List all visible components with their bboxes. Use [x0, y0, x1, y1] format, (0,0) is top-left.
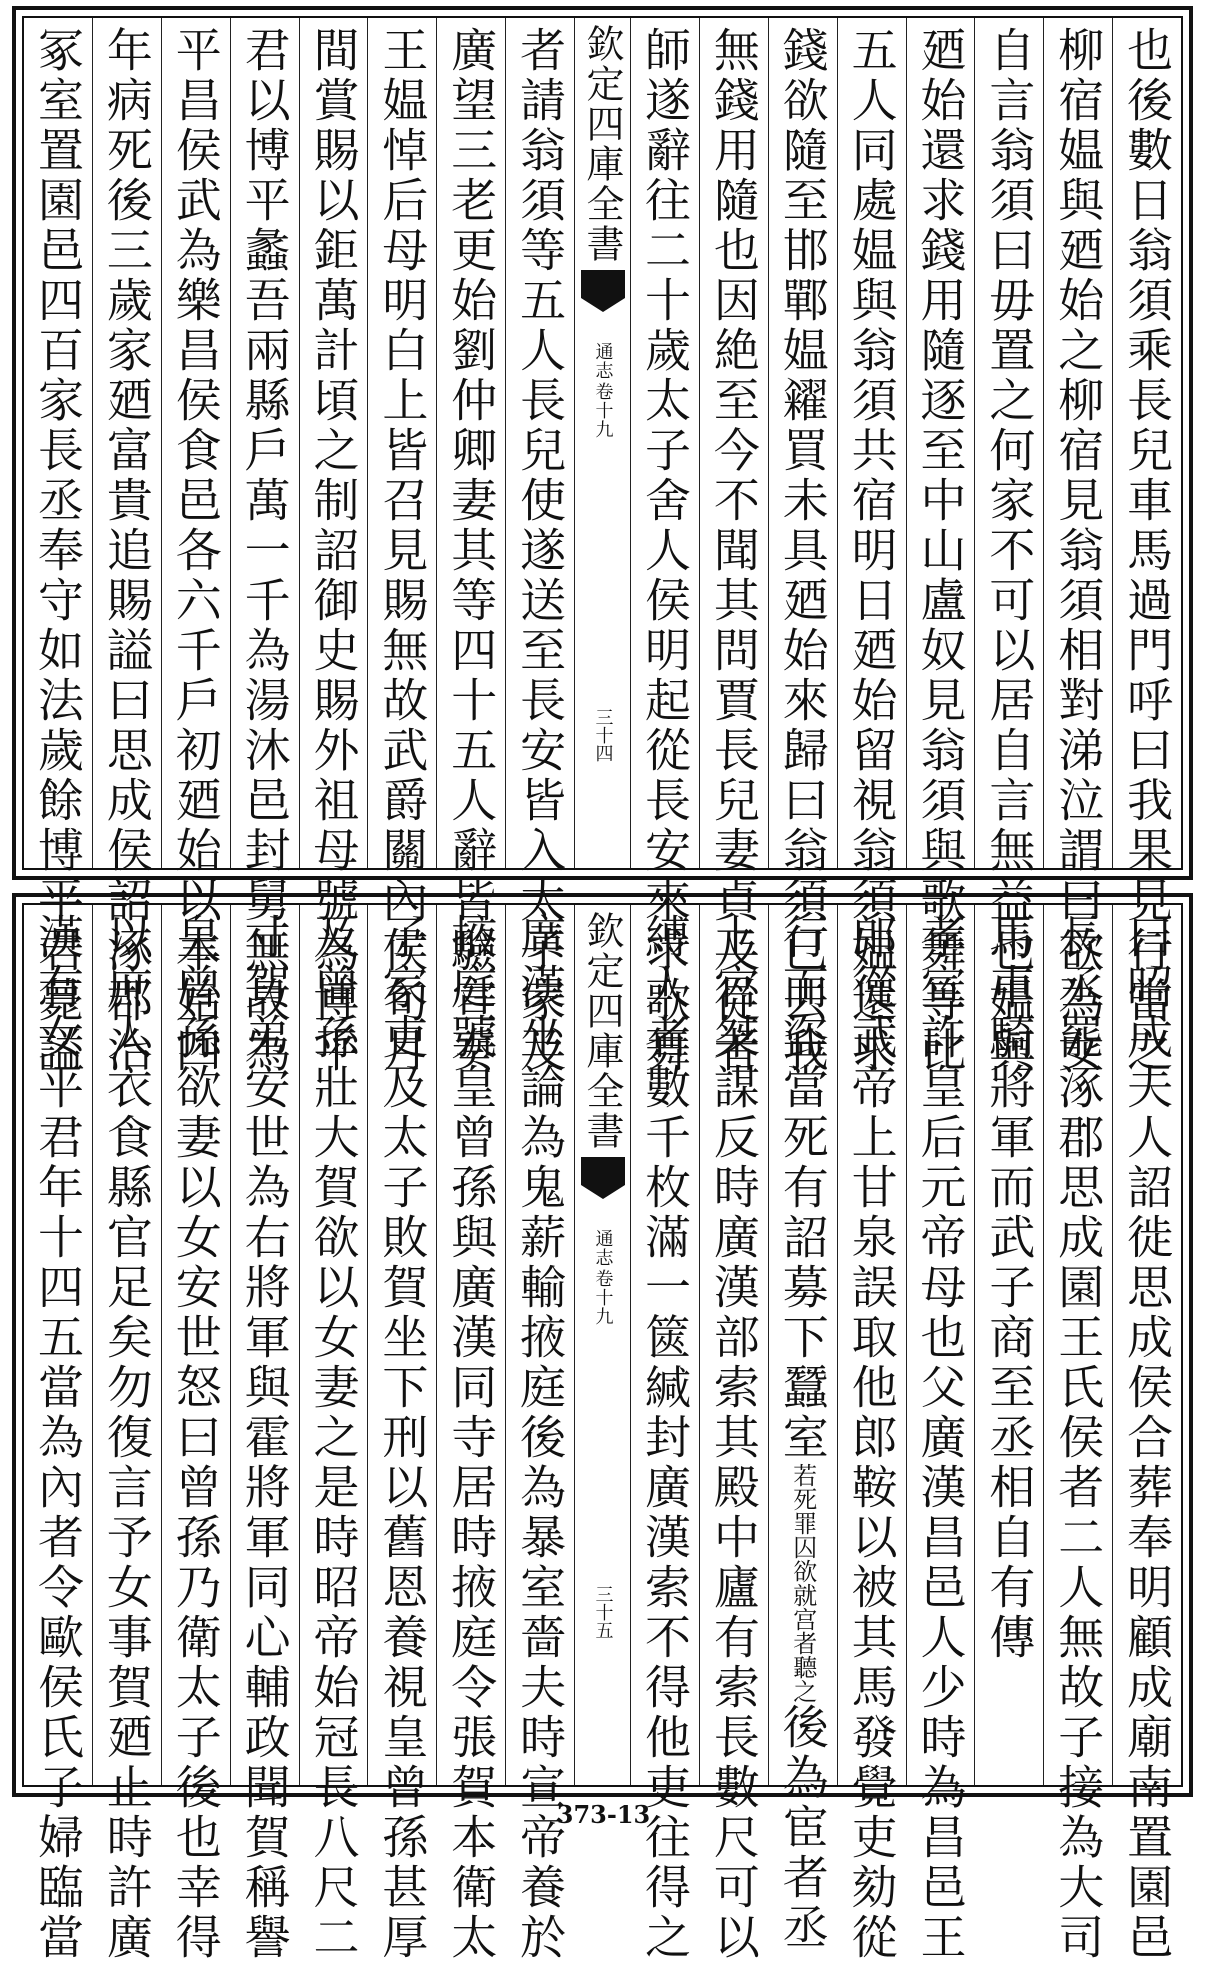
text-column: 者請翁須等五人長兒使遂送至長安皆入太子家及: [505, 18, 574, 868]
text-column: 寸賀弟安世為右將軍與霍將軍同心輔政聞賀稱譽: [230, 905, 299, 1785]
text-column: 君以博平蠡吾兩縣戶萬一千為湯沐邑封舅無故為: [230, 18, 299, 868]
page-reference-number: 373-13: [556, 1800, 651, 1829]
text-column: 上官桀謀反時廣漢部索其殿中廬有索長數尺可以: [699, 905, 768, 1785]
volume-label: 卷十九: [592, 382, 614, 439]
text-column: 錢欲隨至邯鄲媪糴買未具廼始來歸曰翁須已去我: [768, 18, 837, 868]
text-column: 柳宿媪與廼始之柳宿見翁須相對涕泣謂曰欲為女: [1043, 18, 1112, 868]
text-column-with-note: [768, 905, 837, 1953]
fish-tail-mark-icon: [581, 1157, 625, 1185]
text-column: 無錢用隨也因絶至今不聞其問賈長兒妻貞及從者: [699, 18, 768, 868]
text-column: 也後數日翁須乘長兒車馬過門呼曰我果見行當之: [1112, 18, 1181, 868]
text-column: 縛人者數千枚滿一篋緘封廣漢索不得他吏往得之: [630, 905, 699, 1785]
text-column: 以庶人衣食縣官足矣勿復言予女事賀廼止時許廣: [92, 905, 161, 1785]
text-column: 冢室置園邑四百家長丞奉守如法歲餘博平君薨謚: [30, 26, 85, 1076]
text-column: 廣漢坐論為鬼薪輸掖庭後為暴室嗇夫時宣帝養於: [505, 905, 574, 1785]
text-column: 孝宣許皇后元帝母也父廣漢昌邑人少時為昌邑王: [906, 905, 975, 1785]
text-column: 平昌侯武為樂昌侯食邑各六千戶初廼始以本始四: [161, 18, 230, 868]
text-column: 曰昭成夫人詔徙思成侯合葬奉明顧成廟南置園邑: [1112, 905, 1181, 1785]
fish-tail-point-icon: [581, 1185, 625, 1199]
main-text-tail: 後為宦者丞: [775, 1703, 830, 1953]
text-column: 郎從武帝上甘泉誤取他郎鞍以被其馬發覺吏劾從: [837, 905, 906, 1785]
collection-title: 欽定四庫全書: [580, 24, 624, 264]
book-title: 通志: [592, 1229, 614, 1267]
text-column: 漢有女平君年十四五當為內者令歐侯氏子婦臨當: [30, 913, 85, 1963]
text-column: 馬車騎將軍而武子商至丞相自有傳: [974, 905, 1043, 1785]
text-column: 自言翁須曰毋置之何家不可以居自言無益也媪與: [974, 18, 1043, 868]
top-page-columns: [22, 16, 1183, 1076]
text-column: 年病死後三歲家廼富貴追賜謚曰思成侯詔涿郡治: [92, 18, 161, 868]
fish-tail-mark-icon: [581, 270, 625, 298]
text-column: 及曾孫壯大賀欲以女妻之是時昭帝始冠長八尺二: [299, 905, 368, 1785]
text-column: 廼始還求錢用隨逐至中山盧奴見翁須與歌舞等比: [906, 18, 975, 868]
text-column: 皇曾孫欲妻以女安世怒曰曾孫乃衛太子後也幸得: [161, 905, 230, 1785]
text-column: 子家吏及太子敗賀坐下刑以舊恩養視皇曾孫甚厚: [367, 905, 436, 1785]
main-text: 行而盜當死有詔募下蠶室: [775, 913, 830, 1463]
leaf-number: 三十五: [592, 1585, 614, 1639]
text-column: 長丞罷涿郡思成園王氏侯者二人無故子接為大司: [1043, 905, 1112, 1785]
block-spine: [574, 905, 630, 1785]
fish-tail-point-icon: [581, 298, 625, 312]
text-column: 王媪悼后母明白上皆召見賜無故武爵關內侯旬月: [367, 18, 436, 868]
block-spine: [574, 18, 630, 868]
book-title: 通志: [592, 342, 614, 380]
collection-title: 欽定四庫全書: [580, 911, 624, 1151]
top-page-panel: [12, 6, 1193, 1076]
text-column: 掖庭號皇曾孫與廣漢同寺居時掖庭令張賀本衛太: [436, 905, 505, 1785]
text-column: 師遂辭往二十歲太子舍人侯明起從長安來求歌舞: [630, 18, 699, 868]
text-column: 五人同處媪與翁須共宿明日廼始留視翁須媪還求: [837, 18, 906, 868]
text-column: 廣望三老更始劉仲卿妻其等四十五人辭皆驗宣奏: [436, 18, 505, 868]
volume-label: 卷十九: [592, 1269, 614, 1326]
leaf-number: 三十四: [592, 708, 614, 762]
text-column: 間賞賜以鉅萬計頃之制詔御史賜外祖母號為博平: [299, 18, 368, 868]
interlinear-note: 若死罪囚欲就宫者聽之: [788, 1463, 817, 1703]
